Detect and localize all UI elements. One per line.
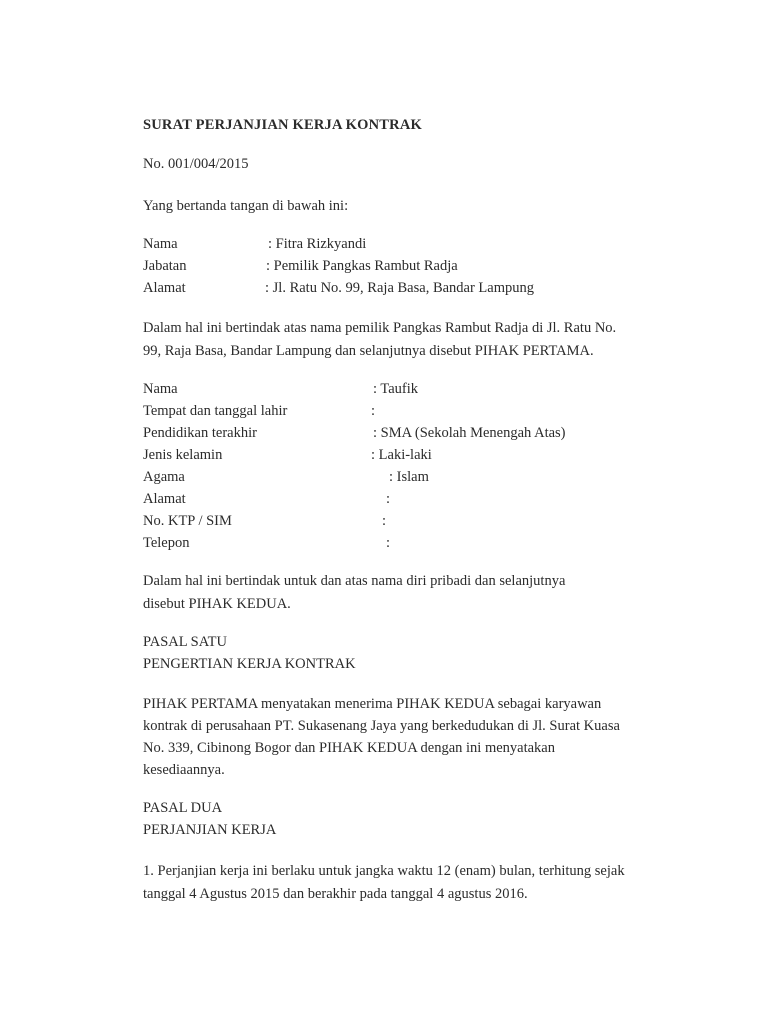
party2-statement-line: Dalam hal ini bertindak untuk dan atas nama diri pribadi dan selanjutnya [143, 573, 566, 589]
pasal1-body-line: kesediaannya. [143, 762, 225, 778]
pasal2-subheading: PERJANJIAN KERJA [143, 822, 277, 838]
field-label: Jenis kelamin [143, 447, 223, 463]
party1-statement-line: Dalam hal ini bertindak atas nama pemilik Pangkas Rambut Radja di Jl. Ratu No. [143, 320, 617, 336]
party1-field-nama [143, 233, 643, 255]
pasal2-body-line: 1. Perjanjian kerja ini berlaku untuk jangka waktu 12 (enam) bulan, terhitung sejak [143, 863, 625, 879]
field-value: : Laki-laki [371, 447, 432, 463]
field-label: Nama [143, 381, 178, 397]
pasal2-body-line: tanggal 4 Agustus 2015 dan berakhir pada tanggal 4 agustus 2016. [143, 886, 528, 902]
field-value: : [386, 535, 391, 551]
field-label: Tempat dan tanggal lahir [143, 403, 288, 419]
field-label: Telepon [143, 535, 190, 551]
field-label: No. KTP / SIM [143, 513, 232, 529]
field-label: Alamat [143, 491, 186, 507]
party2-field-agama [143, 466, 643, 488]
field-value: : Islam [389, 469, 429, 485]
field-value: : Jl. Ratu No. 99, Raja Basa, Bandar Lampung [265, 280, 535, 296]
pasal1-body-line: kontrak di perusahaan PT. Sukasenang Jaya yang berkedudukan di Jl. Surat Kuasa [143, 718, 620, 734]
field-value: : [386, 491, 391, 507]
field-value: : SMA (Sekolah Menengah Atas) [373, 425, 566, 441]
party2-field-jenis-kelamin [143, 444, 643, 466]
party2-field-ktp [143, 510, 643, 532]
field-label: Jabatan [143, 258, 187, 274]
field-value: : [371, 403, 376, 419]
pasal1-subheading: PENGERTIAN KERJA KONTRAK [143, 656, 356, 672]
pasal1-body-line: No. 339, Cibinong Bogor dan PIHAK KEDUA dengan ini menyatakan [143, 740, 555, 756]
party2-field-telepon [143, 532, 643, 554]
party2-field-ttl [143, 400, 643, 422]
document-title: SURAT PERJANJIAN KERJA KONTRAK [143, 117, 422, 133]
intro-text: Yang bertanda tangan di bawah ini: [143, 198, 349, 214]
field-value: : Fitra Rizkyandi [268, 236, 367, 252]
party2-field-pendidikan [143, 422, 643, 444]
pasal1-heading: PASAL SATU [143, 634, 227, 650]
field-label: Agama [143, 469, 185, 485]
pasal1-body-line: PIHAK PERTAMA menyatakan menerima PIHAK KEDUA sebagai karyawan [143, 696, 602, 712]
field-value: : [382, 513, 387, 529]
field-value: : Pemilik Pangkas Rambut Radja [266, 258, 458, 274]
party2-statement-line: disebut PIHAK KEDUA. [143, 596, 291, 612]
party1-field-jabatan [143, 255, 643, 277]
party2-field-nama [143, 378, 643, 400]
document-number: No. 001/004/2015 [143, 156, 249, 172]
field-value: : Taufik [373, 381, 419, 397]
field-label: Nama [143, 236, 178, 252]
party2-field-alamat [143, 488, 643, 510]
party1-statement-line: 99, Raja Basa, Bandar Lampung dan selanjutnya disebut PIHAK PERTAMA. [143, 343, 594, 359]
field-label: Pendidikan terakhir [143, 425, 257, 441]
party1-field-alamat [143, 277, 643, 299]
field-label: Alamat [143, 280, 186, 296]
pasal2-heading: PASAL DUA [143, 800, 223, 816]
